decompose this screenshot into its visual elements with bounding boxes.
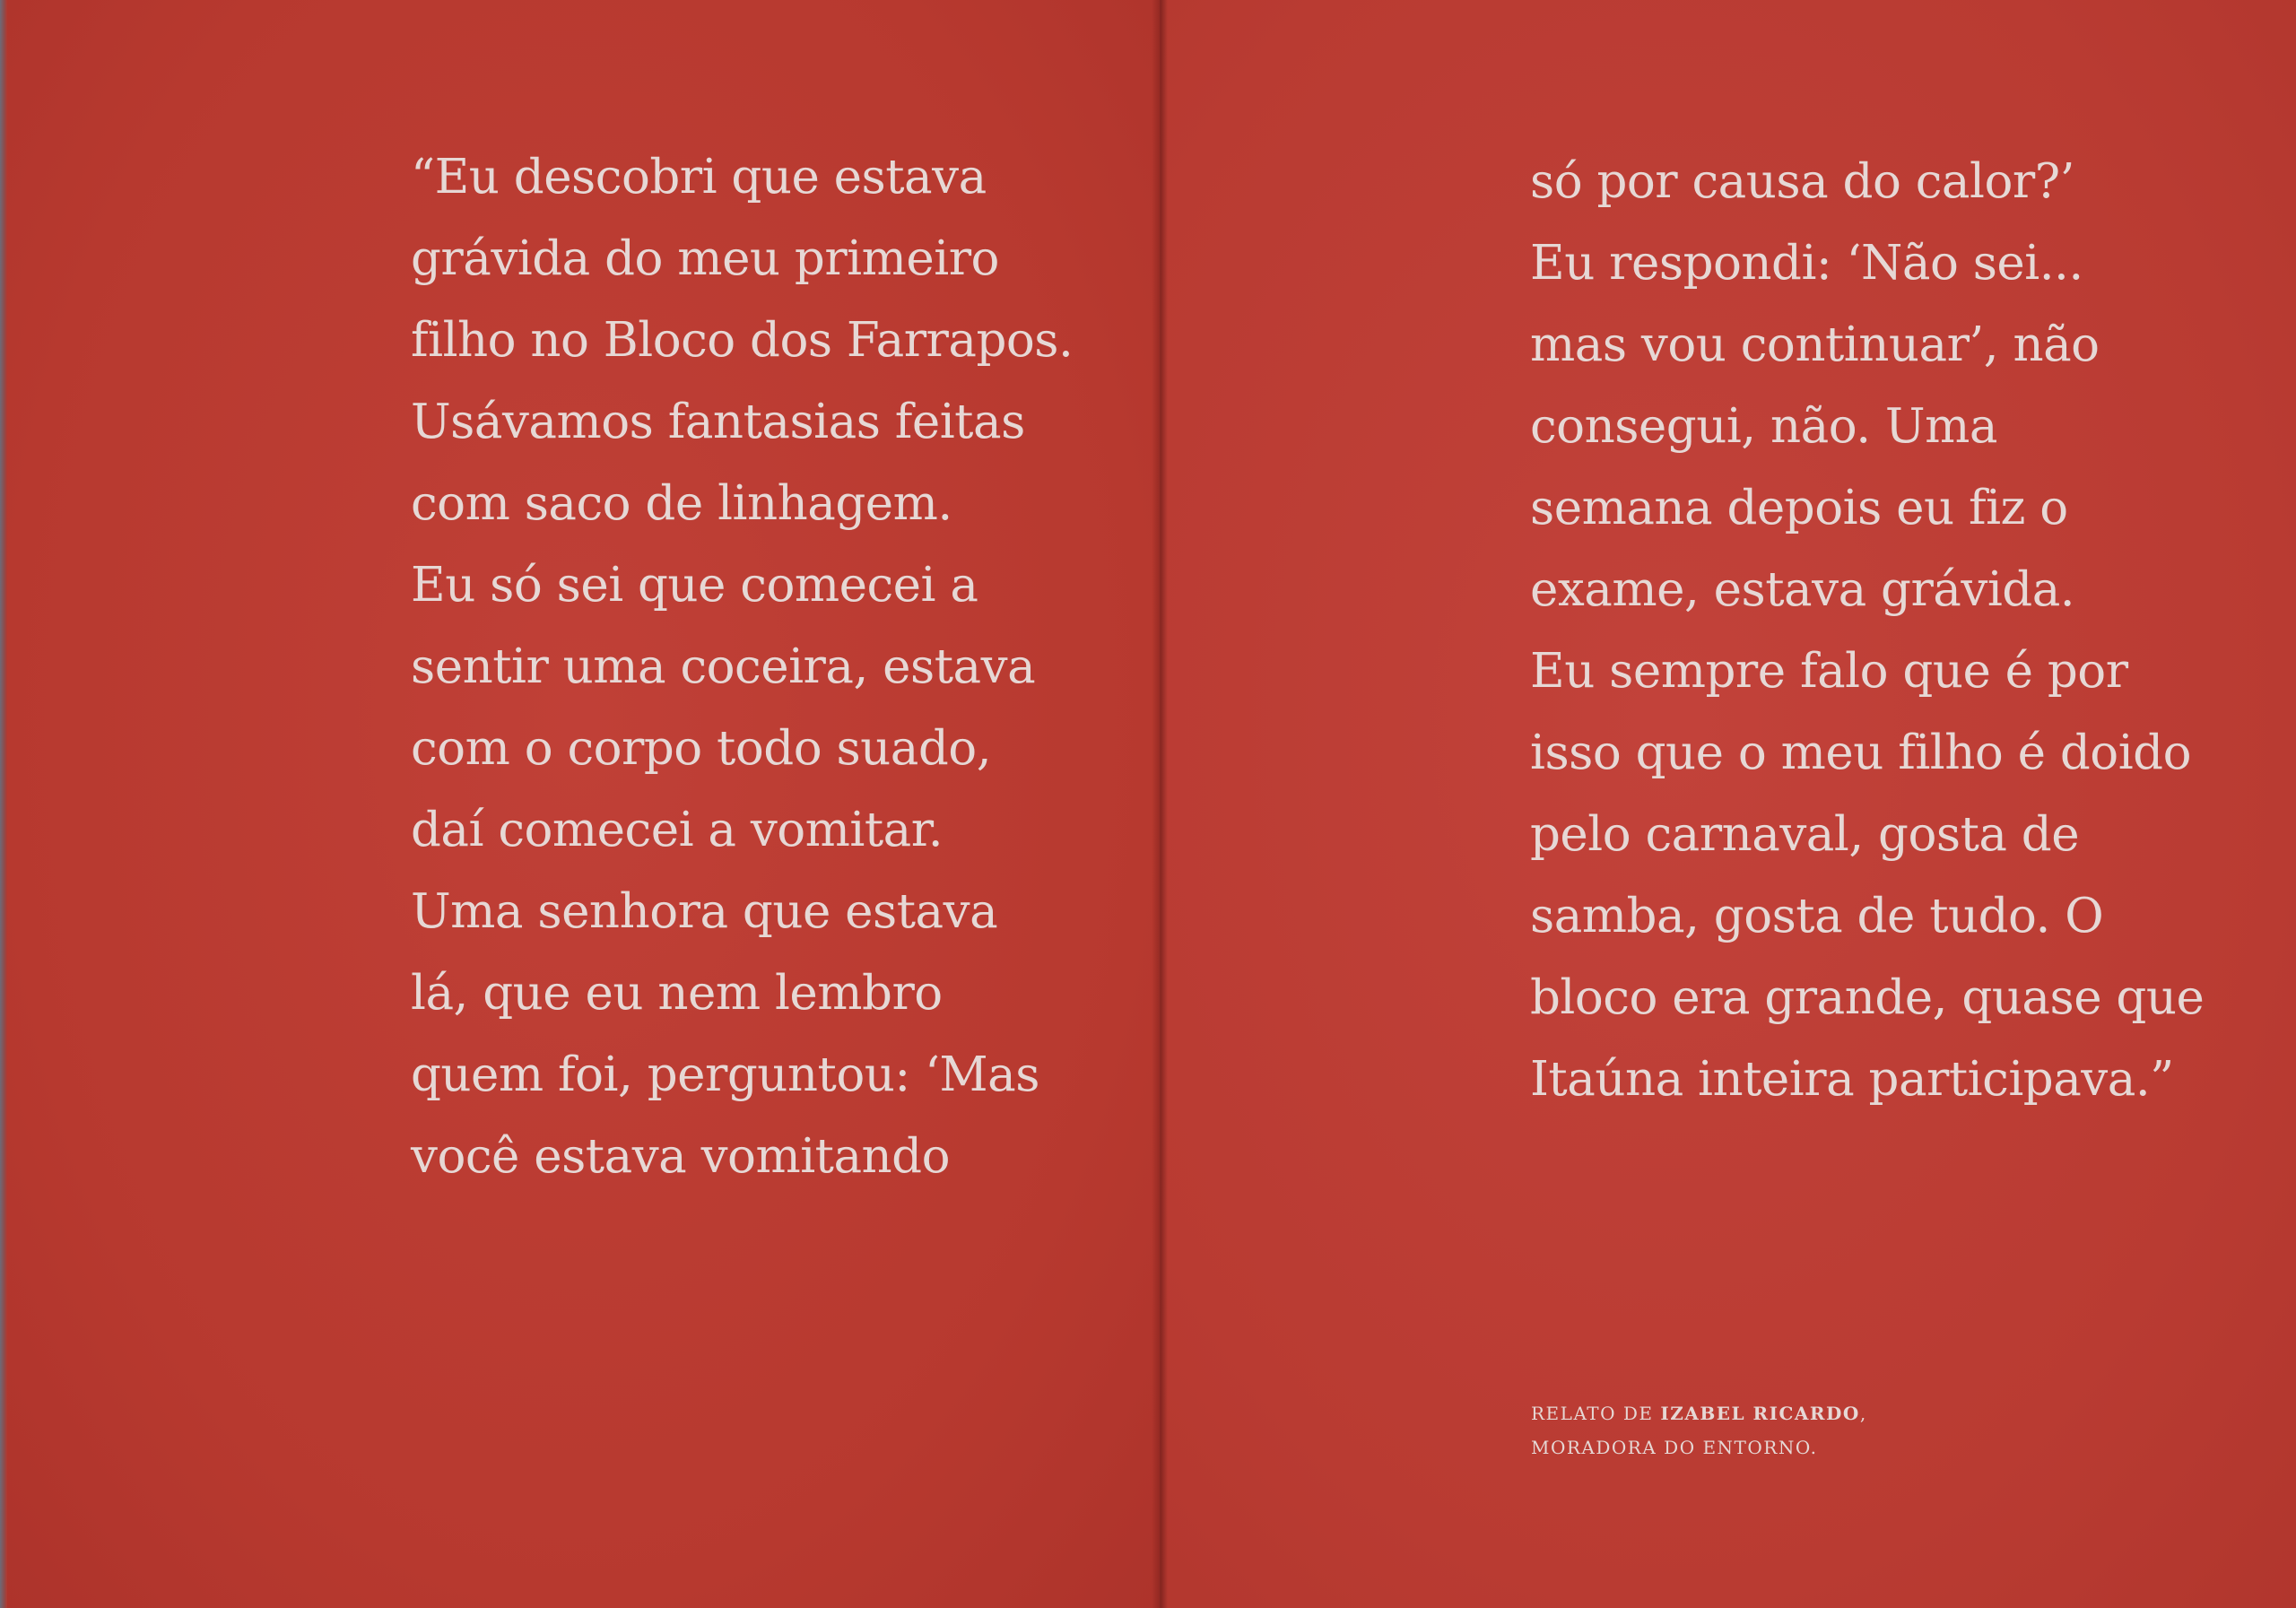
text-line: quem foi, perguntou: ‘Mas [411,1047,1039,1102]
attribution [1531,1396,1867,1465]
text-line: Eu só sei que comecei a [411,558,978,613]
attribution-line-1 [1531,1396,1867,1430]
text-line: só por causa do calor?’ [1530,154,2074,209]
text-line: semana depois eu fiz o [1530,481,2068,535]
text-line: consegui, não. Uma [1530,399,1997,454]
text-line: com o corpo todo suado, [411,721,992,776]
text-line: Eu sempre falo que é por [1530,644,2128,699]
text-line: grávida do meu primeiro [411,231,999,286]
text-line: Eu respondi: ‘Não sei... [1530,236,2083,291]
attribution-line-2: MORADORA DO ENTORNO. [1531,1437,1818,1458]
text-line: exame, estava grávida. [1530,562,2075,617]
text-line: bloco era grande, quase que [1530,970,2205,1025]
text-line: sentir uma coceira, estava [411,639,1036,694]
attribution-suffix: , [1859,1403,1867,1424]
left-page-text [411,136,1073,1197]
text-line: lá, que eu nem lembro [411,966,943,1021]
text-line: isso que o meu filho é doido [1530,726,2191,780]
text-line: samba, gosta de tudo. O [1530,889,2104,943]
text-line: Uma senhora que estava [411,884,998,939]
text-line: mas vou continuar’, não [1530,317,2100,372]
text-line: com saco de linhagem. [411,476,952,531]
text-line: pelo carnaval, gosta de [1530,807,2080,862]
text-line: daí comecei a vomitar. [411,803,944,857]
right-page-text [1530,141,2204,1120]
text-line: Usávamos fantasias feitas [411,395,1025,449]
text-line: “Eu descobri que estava [411,150,987,204]
page-edge [0,0,7,1608]
attribution-prefix: RELATO DE [1531,1403,1661,1424]
text-line: você estava vomitando [411,1129,951,1184]
attribution-name: IZABEL RICARDO [1660,1403,1860,1424]
text-line: Itaúna inteira participava.” [1530,1052,2174,1107]
book-gutter [1152,0,1168,1608]
text-line: filho no Bloco dos Farrapos. [411,313,1074,368]
